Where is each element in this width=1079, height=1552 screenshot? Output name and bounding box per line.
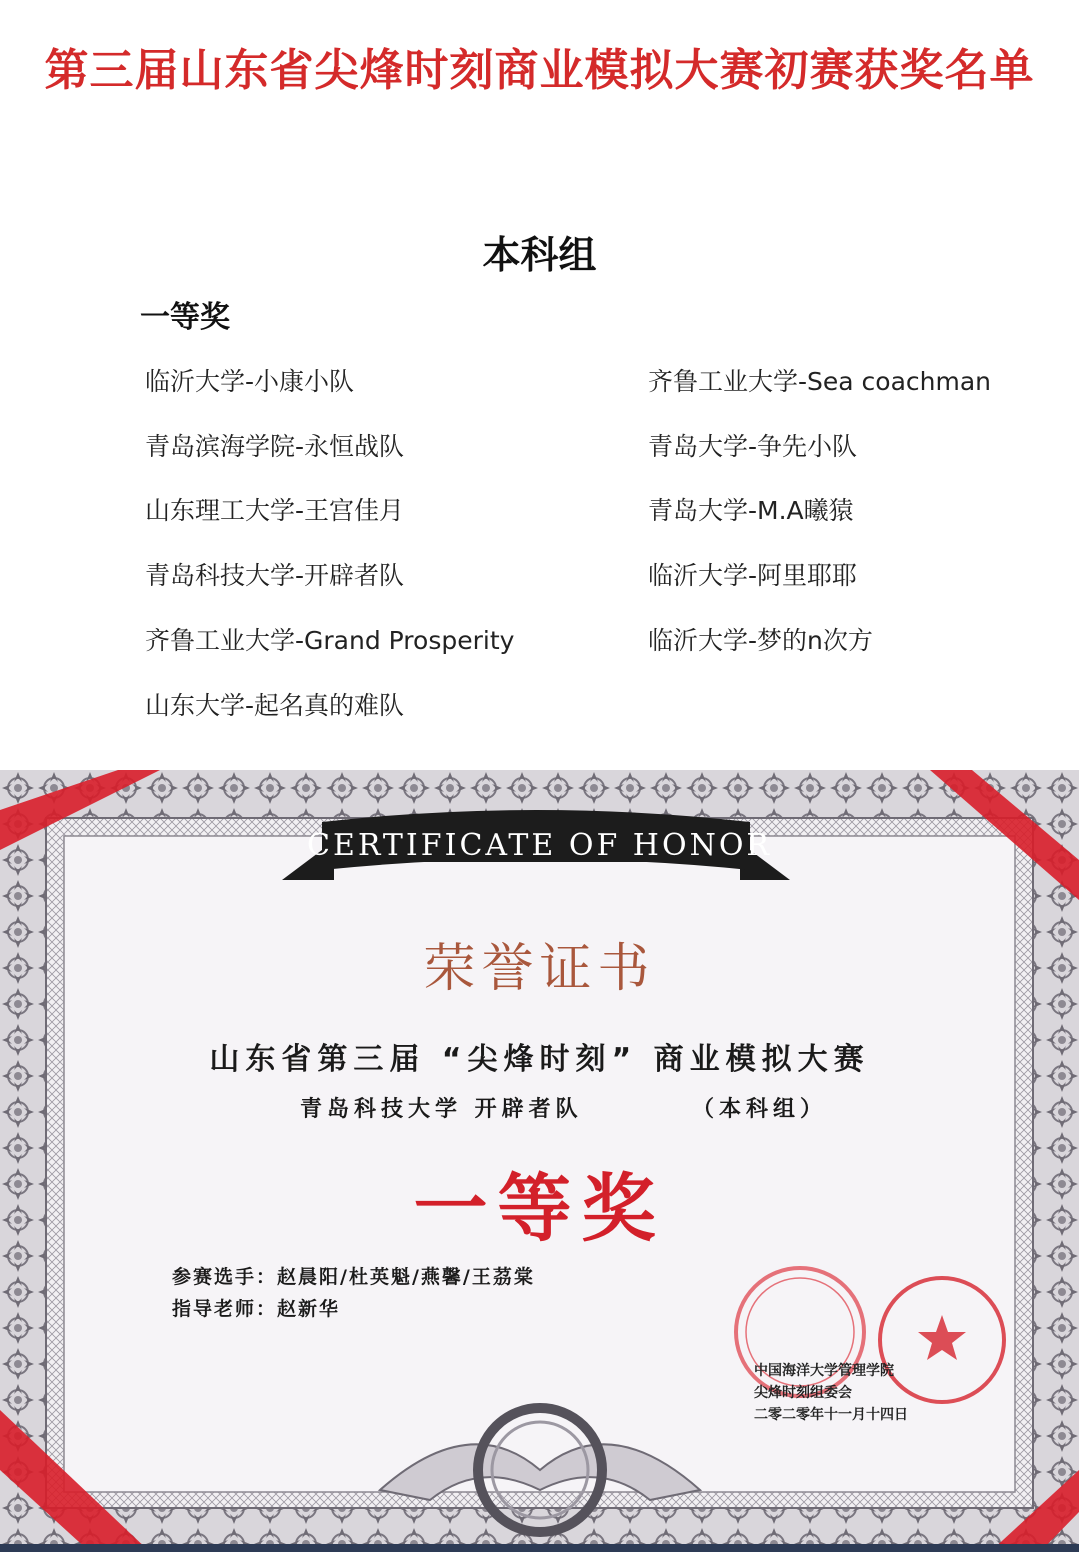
winner-team-entry: 青岛滨海学院-永恒战队 [145, 432, 405, 461]
winner-team-entry: 齐鲁工业大学-Grand Prosperity [145, 626, 515, 655]
winner-team-entry: 山东理工大学-王宫佳月 [145, 496, 405, 525]
winner-team-entry: 青岛科技大学-开辟者队 [145, 561, 405, 590]
competition-name: 山东省第三届 “尖烽时刻” 商业模拟大赛 [209, 1042, 870, 1077]
winners-list-section [0, 0, 1079, 770]
winner-team-entry: 临沂大学-梦的n次方 [648, 626, 873, 655]
winner-team-entry: 临沂大学-小康小队 [145, 367, 355, 396]
bottom-edge-bar [0, 1544, 1079, 1552]
advisor-line: 指导老师：赵新华 [172, 1298, 341, 1320]
awarded-team: 青岛科技大学 开辟者队 [300, 1097, 583, 1122]
issuer-committee: 尖烽时刻组委会 [754, 1385, 852, 1401]
issue-date: 二零二零年十一月十四日 [754, 1407, 908, 1423]
issuer-organization: 中国海洋大学管理学院 [754, 1363, 894, 1379]
award-name: 一等奖 [413, 1166, 666, 1252]
awarded-group: （本科组） [692, 1097, 828, 1122]
group-heading: 本科组 [482, 233, 597, 277]
winner-team-entry: 临沂大学-阿里耶耶 [648, 561, 858, 590]
certificate-photo [0, 770, 1079, 1552]
document-title: 第三届山东省尖烽时刻商业模拟大赛初赛获奖名单 [44, 45, 1035, 96]
winner-team-entry: 青岛大学-争先小队 [648, 432, 858, 461]
winner-team-entry: 齐鲁工业大学-Sea coachman [648, 367, 992, 396]
winner-team-entry: 山东大学-起名真的难队 [145, 691, 405, 720]
participants-line: 参赛选手：赵晨阳/杜英魁/燕馨/王茘棠 [172, 1266, 535, 1288]
ribbon-banner-text: CERTIFICATE OF HONOR [307, 828, 772, 863]
certificate-title: 荣誉证书 [423, 939, 656, 999]
prize-level-heading: 一等奖 [140, 300, 230, 335]
winner-team-entry: 青岛大学-M.A曦猿 [648, 496, 854, 525]
